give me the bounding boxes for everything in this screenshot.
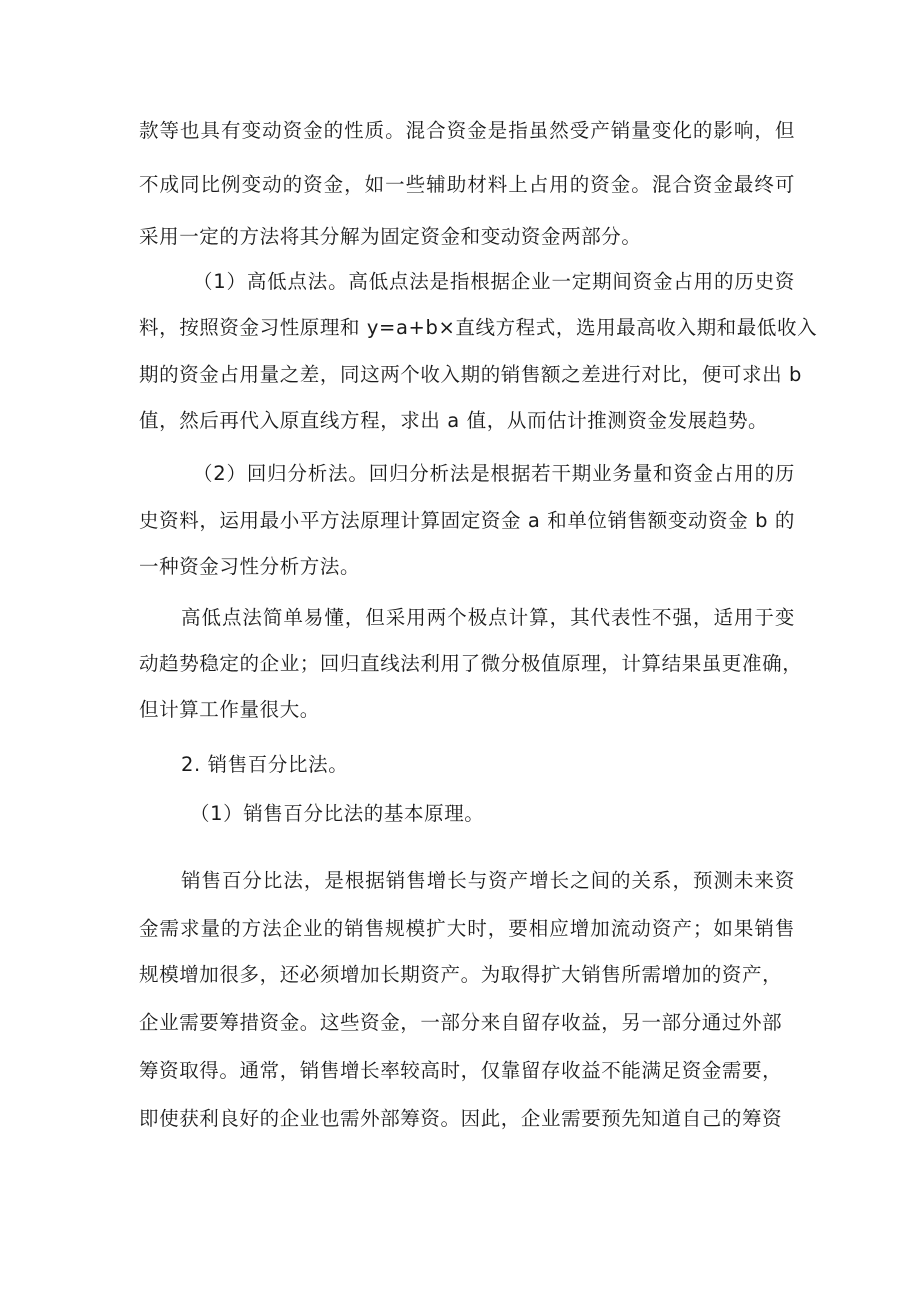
paragraph-1-line-3: 采用一定的方法将其分解为固定资金和变动资金两部分。: [139, 225, 642, 248]
paragraph-5-line-6: 即使获利良好的企业也需外部筹资。因此，企业需要预先知道自己的筹资: [139, 1107, 783, 1130]
paragraph-5-line-3: 规模增加很多，还必须增加长期资产。为取得扩大销售所需增加的资产，: [139, 963, 783, 986]
paragraph-4-line-2: 动趋势稳定的企业；回归直线法利用了微分极值原理，计算结果虽更准确，: [139, 652, 803, 675]
paragraph-1-line-2: 不成同比例变动的资金，如一些辅助材料上占用的资金。混合资金最终可: [139, 173, 795, 196]
paragraph-5-line-2: 金需求量的方法企业的销售规模扩大时，要相应增加流动资产；如果销售: [139, 917, 795, 940]
paragraph-2-line-1: （1）高低点法。高低点法是指根据企业一定期间资金占用的历史资: [193, 270, 795, 293]
paragraph-3-line-3: 一种资金习性分析方法。: [139, 555, 361, 578]
paragraph-5-line-5: 筹资取得。通常，销售增长率较高时，仅靠留存收益不能满足资金需要，: [139, 1059, 783, 1082]
paragraph-2-line-2: 料，按照资金习性原理和 y=a+b×直线方程式，选用最高收入期和最低收入: [139, 316, 818, 339]
paragraph-5-line-1: 销售百分比法，是根据销售增长与资产增长之间的关系，预测未来资: [181, 869, 795, 892]
paragraph-3-line-2: 史资料，运用最小平方法原理计算固定资金 a 和单位销售额变动资金 b 的: [139, 509, 795, 532]
section-heading: 2. 销售百分比法。: [181, 753, 349, 776]
paragraph-3-line-1: （2）回归分析法。回归分析法是根据若干期业务量和资金占用的历: [193, 462, 795, 485]
paragraph-2-line-3: 期的资金占用量之差，同这两个收入期的销售额之差进行对比，便可求出 b: [139, 363, 802, 386]
paragraph-4-line-3: 但计算工作量很大。: [139, 698, 320, 721]
paragraph-4-line-1: 高低点法简单易懂，但采用两个极点计算，其代表性不强，适用于变: [181, 606, 795, 629]
paragraph-5-line-4: 企业需要筹措资金。这些资金，一部分来自留存收益，另一部分通过外部: [139, 1011, 783, 1034]
subsection-heading: （1）销售百分比法的基本原理。: [190, 802, 485, 825]
paragraph-2-line-4: 值，然后再代入原直线方程，求出 a 值，从而估计推测资金发展趋势。: [139, 409, 769, 432]
paragraph-1-line-1: 款等也具有变动资金的性质。混合资金是指虽然受产销量变化的影响，但: [139, 119, 795, 142]
